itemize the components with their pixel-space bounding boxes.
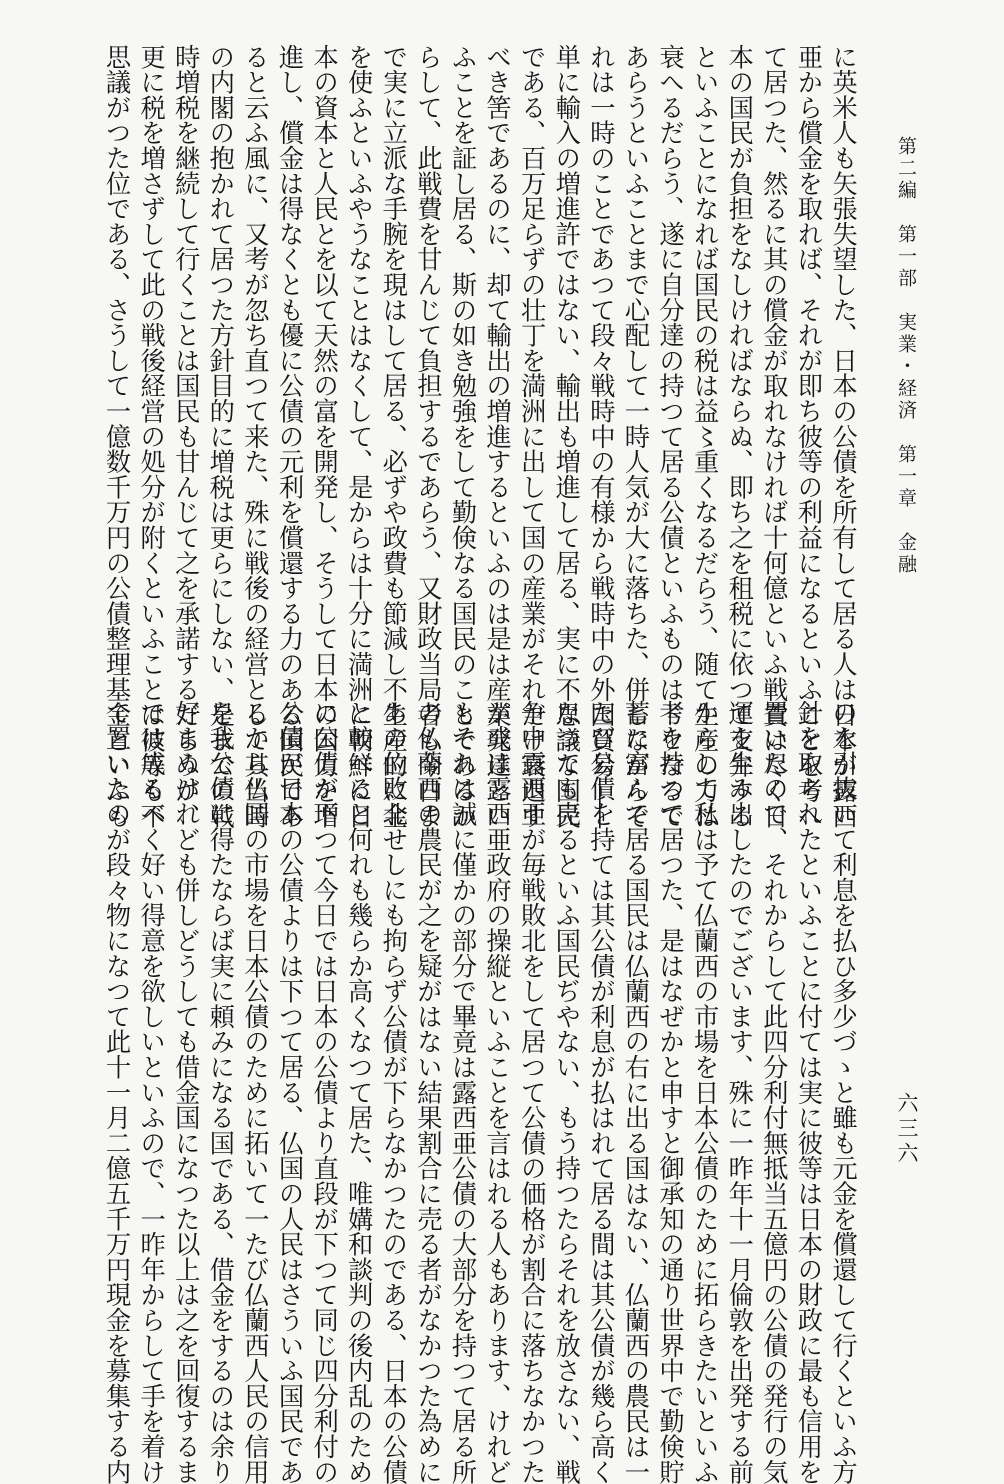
- text-line: べき筈であるのに、却て輸出の増進するといふのは是は産業発達とい: [483, 44, 513, 829]
- text-line: れは一時のことであつて段々戦時中の有様から戦時中の外国貿易――: [586, 44, 616, 829]
- text-line: 進し、償金は得なくとも優に公債の元利を償還する力のある国民であ: [275, 44, 305, 829]
- running-header: 第二編 第一部 実業・経済 第一章 金融: [895, 136, 917, 576]
- text-line: の内閣の抱かれて居つた方針目的に増税は更らにしない、是までの戦: [206, 44, 236, 829]
- text-line: に英米人も矢張失望した、日本の公債を所有して居る人は日本が露西: [829, 44, 858, 829]
- text-line: である、百万足らずの壮丁を満洲に出して国の産業がそれだけ衰退す: [517, 44, 547, 829]
- text-line: なつても売るといふ国民ぢやない、もう持つたらそれを放さない、戦: [552, 700, 582, 1484]
- text-line: の仏蘭西の農民が之を疑がはない結果割合に売る者がなかつた為めに: [413, 700, 443, 1484]
- text-line: 更に税を増さずして此の戦後経営の処分が附くといふことは彼等も不: [137, 44, 167, 829]
- text-line: からして私は予て仏蘭西の市場を日本公債のために拓らきたいといふ: [690, 700, 720, 1484]
- text-line: のを引抜いて利息を払ひ多少づゝと雖も元金を償還して行くといふ方: [829, 700, 858, 1484]
- text-line: 本の資本と人民とを以て天然の富を開発し、そうして日本の国力を増: [310, 44, 340, 829]
- text-line: 衰へるだらう、遂に自分達の持つて居る公債といふものはドウなるで: [656, 44, 686, 829]
- text-line: ると云ふ風に、又考が忽ち直つて来た、殊に戦後の経営として其当時: [240, 44, 270, 829]
- text-line: といふことになれば国民の税は益〻重くなるだらう、随て生産の力は: [690, 44, 720, 829]
- text-line: らして、此戦費を甘んじて負担するであらう、又財政当局者も今日ま: [413, 44, 443, 829]
- text-line: 単に輸入の増進許ではない、輸出も増進して居る、実に不思議な国民: [552, 44, 582, 829]
- text-line: に公債が下つて今日では日本の公債より直段が下つて同じ四分利付の: [310, 700, 340, 1484]
- text-line: もそれは誠に僅かの部分で畢竟は露西亜公債の大部分を持つて居る所: [448, 700, 478, 1484]
- bottom-text-block: [65, 700, 860, 1484]
- text-line: を我公債に得たならば実に頼みになる国である、借金をするのは余り: [206, 700, 236, 1484]
- text-line: で実に立派な手腕を現はして居る、必ずや政費も節減し不生産的に金: [379, 44, 409, 829]
- text-line: 亜から償金を取れば、それが即ち彼等の利益になるといふことを考へ: [794, 44, 824, 829]
- text-line: て置いたのが段々物になつて此十一月二億五千万円現金を募集する内: [102, 700, 132, 1484]
- text-line: ふことを証し居る、斯の如き勉強をして勤倹なる国民のことであるか: [448, 44, 478, 829]
- text-line: 本の国民が負担をなしければならぬ、即ち之を租税に依つて支弁する: [725, 44, 755, 829]
- text-line: を使ふといふやうなことはなくして、是からは十分に満洲に朝鮮に日: [344, 44, 374, 829]
- text-line: 置いたので、それからして此四分利付無抵当五億円の公債の発行の気: [759, 700, 789, 1484]
- text-line: て居つた、然るに其の償金が取れなければ十何億といふ戦費は尽く日: [759, 44, 789, 829]
- text-line: るから仏国の市場を日本公債のために拓いて一たび仏蘭西人民の信用: [240, 700, 270, 1484]
- text-line: では成るべく好い得意を欲しいといふので、一昨年からして手を着け: [137, 700, 167, 1484]
- text-line: あの位敗北せしにも拘らず公債が下らなかつたのである、日本の公債: [379, 700, 409, 1484]
- text-line: たび公債を持ては其公債が利息が払はれて居る間は其公債が幾ら高く: [586, 700, 616, 1484]
- text-line: 運を生み出したのでございます、殊に一昨年十一月倫敦を出発する前: [725, 700, 755, 1484]
- text-line: 公債が日本の公債よりは下つて居る、仏国の人民はさういふ国民であ: [275, 700, 305, 1484]
- text-line: 考を持つて居つた、是はなぜかと申すと御承知の通り世界中で勤倹貯: [656, 700, 686, 1484]
- page-number: 六三六: [895, 1092, 919, 1167]
- text-line: 針を取られたといふことに付ては実に彼等は日本の財政に最も信用を: [794, 700, 824, 1484]
- top-text-block: [102, 44, 860, 829]
- text-line: 争中露西亜が毎戦敗北をして居つて公債の価格が割合に落ちなかつた: [517, 700, 547, 1484]
- text-line: と較べると何れも幾らか高くなつて居た、唯媾和談判の後内乱のため: [344, 700, 374, 1484]
- text-line: 時増税を継続して行くことは国民も甘んじて之を承諾するだらうが、: [171, 44, 201, 829]
- text-line: あらうといふことまで心配して一時人気が大に落ちた、併しながらそ: [621, 44, 651, 829]
- text-line: が或は露西亜政府の操縦といふことを言はれる人もあります、けれど: [483, 700, 513, 1484]
- text-line: 思議がつた位である、さうして一億数千万円の公債整理基金といふも: [102, 44, 132, 829]
- text-line: 好まぬけれども併しどうしても借金国になつた以上は之を回復するま: [171, 700, 201, 1484]
- text-line: 蓄に富んで居る国民は仏蘭西の右に出る国はない、仏蘭西の農民は一: [621, 700, 651, 1484]
